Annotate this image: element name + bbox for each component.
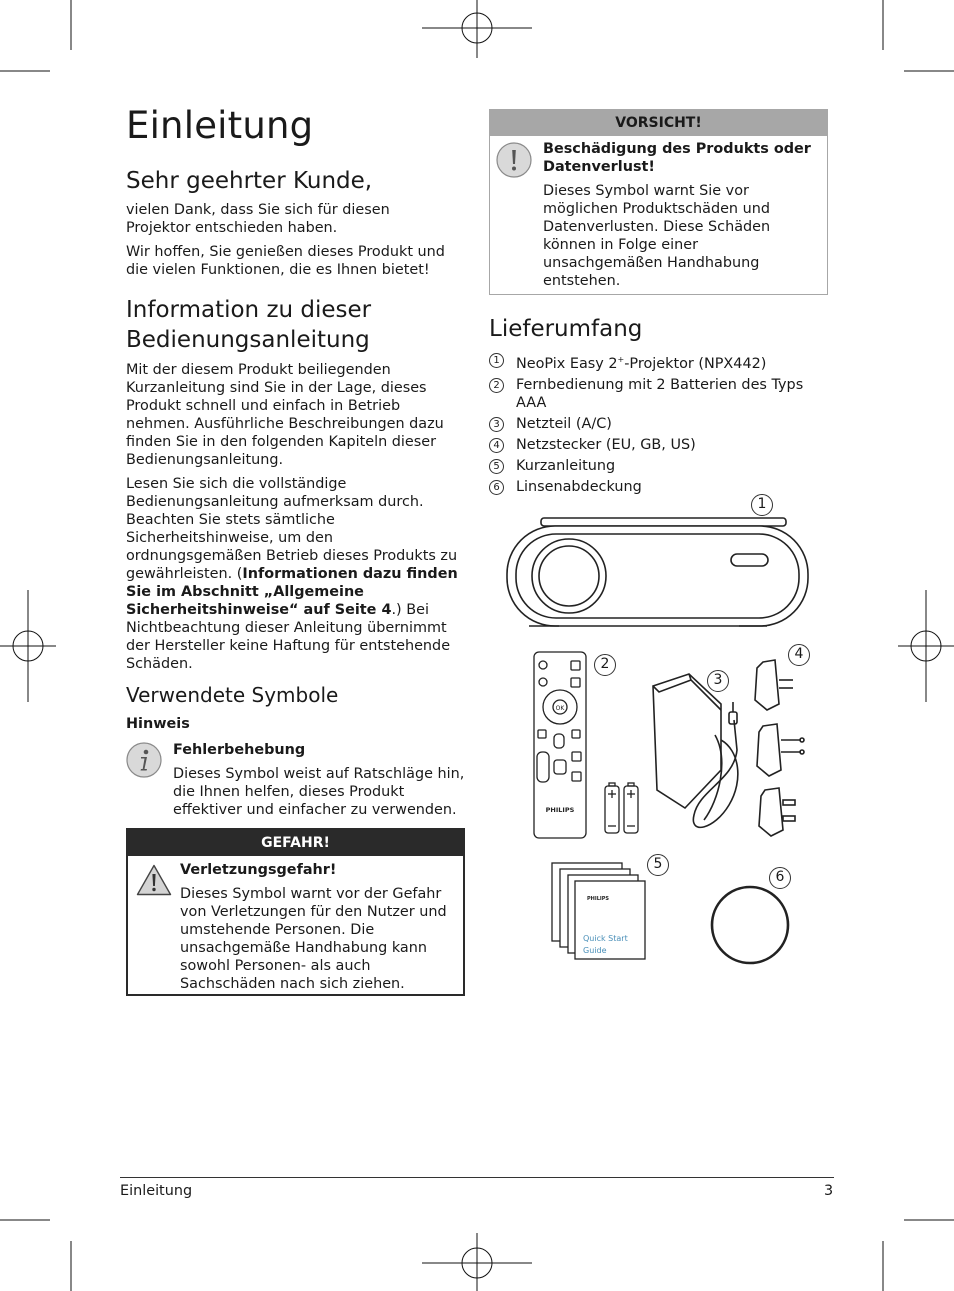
list-item: [489, 376, 827, 412]
item-text: NeoPix Easy 2: [516, 355, 618, 372]
lieferumfang-heading: Lieferumfang: [489, 316, 643, 342]
list-item: [489, 415, 827, 433]
info-heading: [126, 295, 371, 355]
item-text: Netzteil (A/C): [516, 415, 612, 432]
lieferumfang-list: [489, 351, 827, 499]
remote-ok-label: OK: [555, 705, 565, 712]
info-paragraph-2-start: Lesen Sie sich die vollständige Bedienungsanleitung aufmerksam durch. Beachten Sie stets sämtliche Sicherheitshinweise, um den ordnungsgemäßen Betrieb dieses Produkts zu gewährleisten. (: [126, 476, 458, 582]
item-superscript: +: [617, 355, 625, 364]
projector-image: [507, 518, 808, 626]
batteries-image: [605, 783, 638, 833]
guide-title-line-1: Quick Start: [583, 934, 628, 943]
safety-reference: Informationen dazu finden Sie im Abschnitt „Allgemeine Sicherheitshinweise“ auf Seite 4: [126, 566, 458, 618]
info-paragraph-2-end: .) Bei Nichtbeachtung dieser Anleitung übernimmt der Hersteller keine Haftung für entstehende Schäden.: [126, 602, 451, 672]
item-number: 1: [489, 353, 504, 368]
exclamation-circle-icon: [496, 142, 532, 178]
lens-cover-image: [712, 887, 788, 963]
caution-box: [489, 109, 828, 295]
callout-1: 1: [751, 494, 773, 516]
item-text: Kurzanleitung: [516, 457, 616, 474]
item-number: 6: [489, 480, 504, 495]
item-text: Fernbedienung mit 2 Batterien des Typs AAA: [516, 376, 804, 411]
info-heading-line-2: Bedienungsanleitung: [126, 327, 370, 353]
caution-header: VORSICHT!: [490, 110, 827, 136]
hint-title: Fehlerbehebung: [173, 742, 306, 758]
item-number: 4: [489, 438, 504, 453]
remote-brand-label: PHILIPS: [545, 806, 575, 814]
quick-start-guide-image: [552, 863, 645, 959]
item-number: 2: [489, 378, 504, 393]
callout-5: 5: [647, 854, 669, 876]
list-item: [489, 457, 827, 475]
callout-3: 3: [707, 670, 729, 692]
footer-section: Einleitung: [120, 1183, 193, 1199]
illustration-drawing: [489, 490, 829, 980]
danger-text: Dieses Symbol warnt vor der Gefahr von Verletzungen für den Nutzer und umstehende Personen. Die unsachgemäße Handhabung kann sowohl Personen- als auch Sachschäden nach sich ziehen.: [180, 886, 447, 992]
guide-brand-label: PHILIPS: [587, 896, 610, 902]
info-icon: [126, 742, 162, 778]
item-number: 5: [489, 459, 504, 474]
page-title: Einleitung: [126, 104, 314, 147]
greeting-paragraph-1: vielen Dank, dass Sie sich für diesen Projektor entschieden haben.: [126, 202, 390, 236]
info-heading-line-1: Information zu dieser: [126, 297, 372, 323]
hint-label: Hinweis: [126, 716, 190, 732]
callout-2: 2: [594, 654, 616, 676]
power-adapter-image: [653, 674, 738, 827]
info-paragraph-2: [126, 475, 466, 673]
list-item: [489, 351, 827, 373]
greeting-paragraph-2: Wir hoffen, Sie genießen dieses Produkt und die vielen Funktionen, die es Ihnen bietet!: [126, 244, 445, 278]
item-text: Linsenabdeckung: [516, 478, 642, 495]
greeting-heading: Sehr geehrter Kunde,: [126, 168, 373, 194]
item-text-suffix: -Projektor (NPX442): [624, 355, 767, 372]
warning-triangle-icon: [136, 864, 172, 896]
caution-title: Beschädigung des Produkts oder Datenverlust!: [543, 141, 811, 175]
page-number: 3: [824, 1183, 834, 1199]
item-number: 3: [489, 417, 504, 432]
danger-title: Verletzungsgefahr!: [180, 862, 337, 878]
symbols-heading: Verwendete Symbole: [126, 683, 339, 707]
callout-4: 4: [788, 644, 810, 666]
item-text: Netzstecker (EU, GB, US): [516, 436, 696, 453]
caution-text: Dieses Symbol warnt Sie vor möglichen Produktschäden und Datenverlusten. Diese Schäden können in Folge einer unsachgemäßen Handhabung entstehen.: [543, 183, 771, 289]
plugs-image: [755, 660, 804, 836]
contents-illustration: [489, 490, 829, 980]
danger-box: [126, 828, 465, 996]
callout-6: 6: [769, 867, 791, 889]
hint-text: Dieses Symbol weist auf Ratschläge hin, die Ihnen helfen, dieses Produkt effektiver und einfacher zu verwenden.: [173, 766, 465, 818]
danger-header: GEFAHR!: [128, 830, 463, 856]
list-item: [489, 436, 827, 454]
guide-title-line-2: Guide: [583, 946, 607, 955]
info-paragraph-1: Mit der diesem Produkt beiliegenden Kurzanleitung sind Sie in der Lage, dieses Produkt schnell und einfach in Betrieb nehmen. Ausführliche Beschreibungen dazu finden Sie in den folgenden Kapiteln dieser Bedienungsanleitung.: [126, 362, 444, 468]
footer-rule: [120, 1177, 834, 1178]
